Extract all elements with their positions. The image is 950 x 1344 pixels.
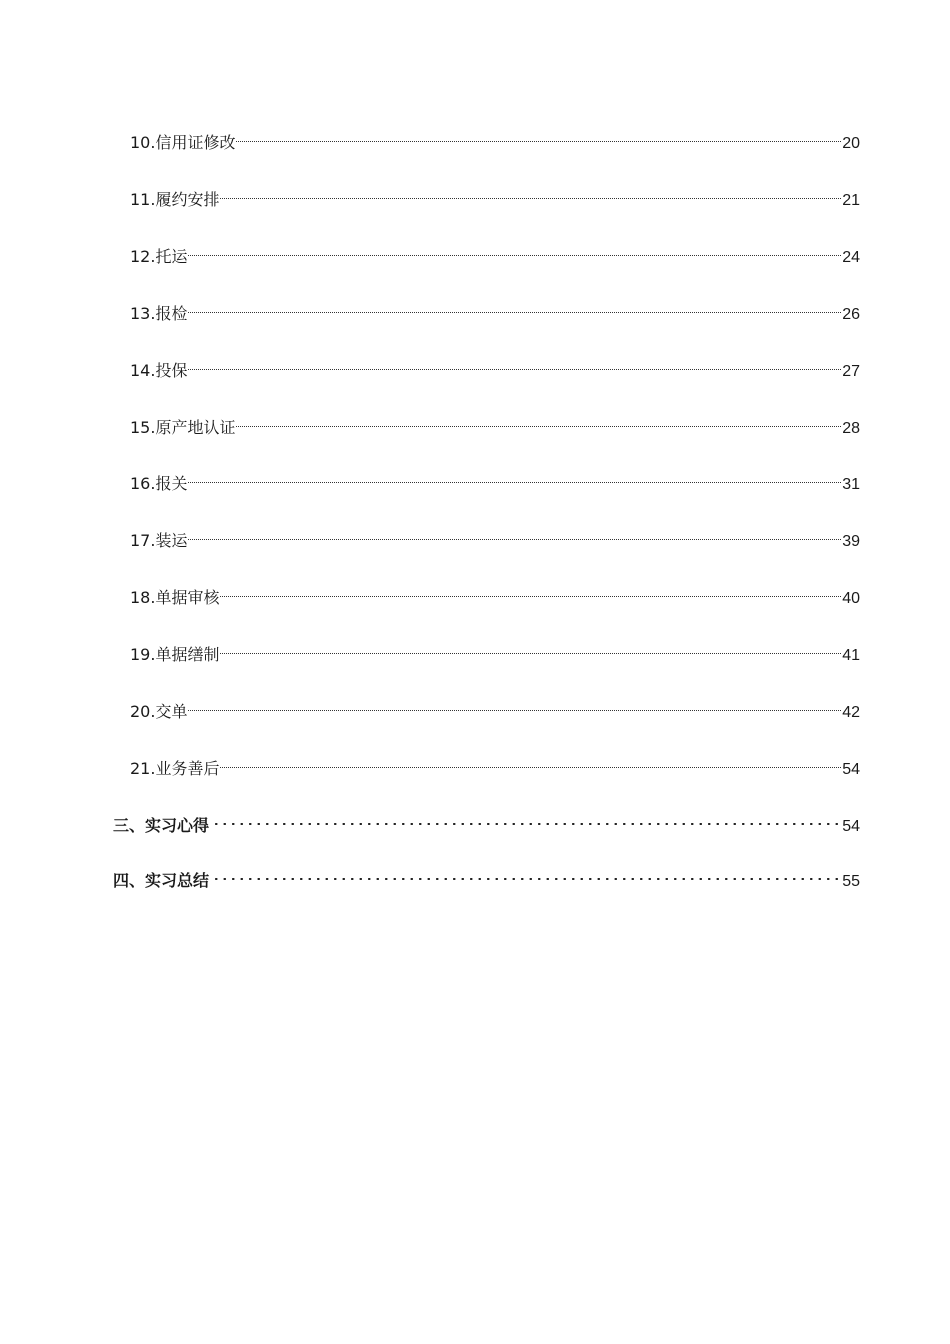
toc-leader-dots	[188, 522, 841, 546]
toc-entry-label: 20.交单	[130, 702, 188, 721]
toc-leader-dots	[236, 409, 841, 433]
toc-entry[interactable]	[130, 522, 860, 550]
toc-entry[interactable]	[130, 409, 860, 437]
toc-section-entry[interactable]	[113, 862, 860, 890]
toc-leader-dots	[210, 807, 841, 831]
toc-entry-label: 17.装运	[130, 531, 188, 550]
toc-entry-label: 13.报检	[130, 304, 188, 323]
toc-section-label: 三、实习心得	[113, 816, 210, 835]
toc-leader-dots	[188, 352, 841, 376]
toc-entry-page: 20	[842, 135, 860, 152]
toc-leader-dots	[220, 750, 841, 774]
toc-entry-page: 31	[842, 476, 860, 493]
toc-entry-label: 21.业务善后	[130, 759, 220, 778]
toc-entry[interactable]	[130, 750, 860, 778]
toc-entry-page: 54	[842, 761, 860, 778]
toc-section-entry[interactable]	[113, 807, 860, 835]
toc-entry-page: 27	[842, 363, 860, 380]
toc-leader-dots	[220, 181, 841, 205]
toc-entry-label: 10.信用证修改	[130, 133, 236, 152]
toc-section-page: 54	[842, 818, 860, 835]
toc-entry-page: 39	[842, 533, 860, 550]
toc-section-label: 四、实习总结	[113, 871, 210, 890]
toc-entry-label: 18.单据审核	[130, 588, 220, 607]
toc-entry-label: 12.托运	[130, 247, 188, 266]
toc-entry[interactable]	[130, 636, 860, 664]
toc-leader-dots	[188, 465, 841, 489]
toc-entry-page: 28	[842, 420, 860, 437]
toc-entry[interactable]	[130, 352, 860, 380]
toc-entry[interactable]	[130, 693, 860, 721]
toc-entry[interactable]	[130, 238, 860, 266]
toc-entry-label: 14.投保	[130, 361, 188, 380]
toc-section-page: 55	[842, 873, 860, 890]
toc-entry[interactable]	[130, 181, 860, 209]
toc-leader-dots	[188, 295, 841, 319]
toc-entry-label: 15.原产地认证	[130, 418, 236, 437]
toc-leader-dots	[210, 862, 841, 886]
toc-entry-label: 16.报关	[130, 474, 188, 493]
toc-leader-dots	[188, 238, 841, 262]
toc-entry-page: 41	[842, 647, 860, 664]
toc-entry-page: 26	[842, 306, 860, 323]
toc-leader-dots	[220, 636, 841, 660]
toc-leader-dots	[188, 693, 841, 717]
toc-entry-page: 24	[842, 249, 860, 266]
toc-entry-label: 19.单据缮制	[130, 645, 220, 664]
toc-entry[interactable]	[130, 465, 860, 493]
toc-entry-label: 11.履约安排	[130, 190, 220, 209]
toc-leader-dots	[236, 124, 841, 148]
toc-entry[interactable]	[130, 124, 860, 152]
toc-entry-page: 21	[842, 192, 860, 209]
toc-entry-page: 42	[842, 704, 860, 721]
toc-leader-dots	[220, 579, 841, 603]
toc-entry-page: 40	[842, 590, 860, 607]
toc-entry[interactable]	[130, 295, 860, 323]
toc-entry[interactable]	[130, 579, 860, 607]
